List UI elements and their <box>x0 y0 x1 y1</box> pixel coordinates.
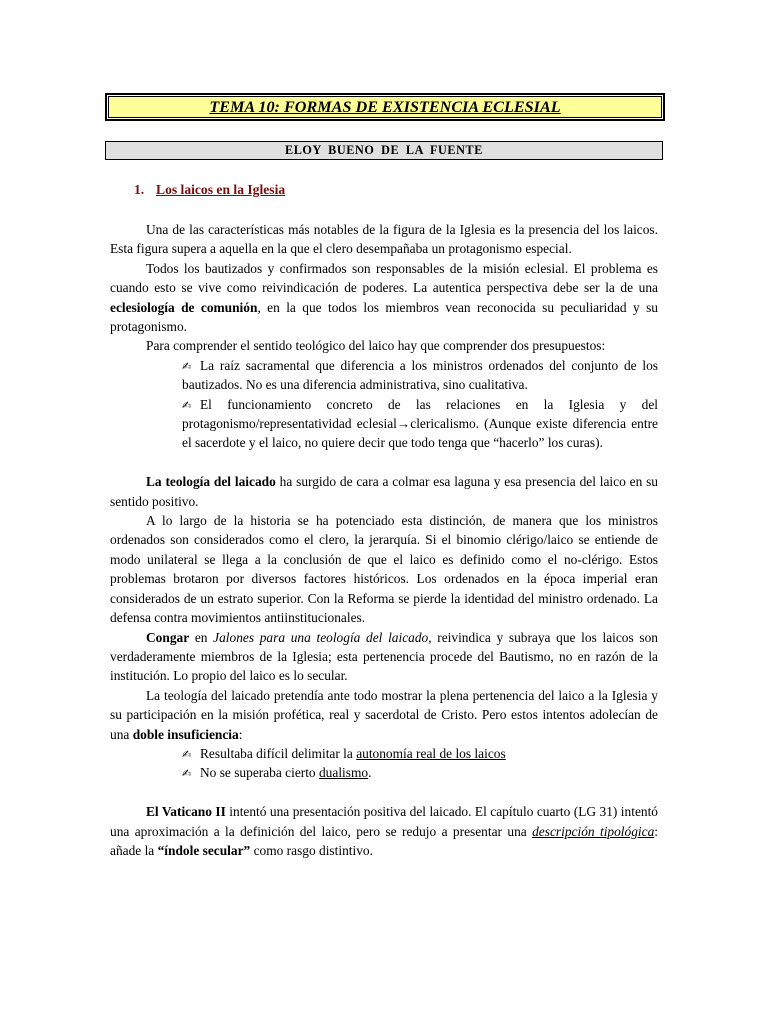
paragraph: Todos los bautizados y confirmados son responsables de la misión eclesial. El problema es cuando esto se vive como reivindicación de poderes. La autentica perspectiva debe ser la de una eclesiología de comunión, en la que todos los miembros vean reconocida su peculiaridad y su protagonismo. <box>110 260 658 335</box>
list-item: ✍ No se superaba cierto dualismo. <box>182 765 372 781</box>
pencil-check-icon: ✍ <box>182 359 192 373</box>
section-number: 1. <box>134 182 145 197</box>
list-item: ✍ Resultaba difícil delimitar la autonomía real de los laicos <box>182 745 506 761</box>
paragraph: Para comprender el sentido teológico del laico hay que comprender dos presupuestos: <box>146 338 606 354</box>
paragraph: Una de las características más notables de la figura de la Iglesia es la presencia del los laicos. Esta figura supera a aquella en la que el clero desempañaba un protagonismo especial. <box>110 222 658 257</box>
bullet-list <box>110 356 658 453</box>
paragraph: El Vaticano II intentó una presentación positiva del laicado. El capítulo cuarto (LG 31) intentó una aproximación a la definición del laico, pero se redujo a presentar una descripción tipológica: añade la “índole secular” como rasgo distintivo. <box>110 804 659 858</box>
paragraph: Congar en Jalones para una teología del laicado, reivindica y subraya que los laicos son verdaderamente miembros de la Iglesia; esta pertenencia procede del Bautismo, no en razón de la institución. Lo propio del laico es lo secular. <box>110 629 658 684</box>
list-item: ✍ El funcionamiento concreto de las relaciones en la Iglesia y del protagonismo/representatividad eclesial→clericalismo. (Aunque existe diferencia entre el sacerdote y el laico, no quiere decir que todo tenga que “hacerlo” los curas). <box>182 396 658 451</box>
pencil-check-icon: ✍ <box>182 398 192 412</box>
list-item: ✍ La raíz sacramental que diferencia a los ministros ordenados del conjunto de los bautizados. No es una diferencia administrativa, sino cualitativa. <box>182 357 658 393</box>
bullet-list <box>110 744 658 783</box>
section-title: Los laicos en la Iglesia <box>156 182 286 197</box>
document-title: TEMA 10: FORMAS DE EXISTENCIA ECLESIAL <box>105 93 665 121</box>
pencil-check-icon: ✍ <box>182 747 192 761</box>
paragraph: La teología del laicado ha surgido de cara a colmar esa laguna y esa presencia del laico en su sentido positivo. <box>110 474 658 509</box>
paragraph: La teología del laicado pretendía ante todo mostrar la plena pertenencia del laico a la Iglesia y su participación en la misión profética, real y sacerdotal de Cristo. Pero estos intentos adolecían de una doble insuficiencia: <box>110 687 658 742</box>
author-name: ELOY BUENO DE LA FUENTE <box>105 141 663 160</box>
section-heading <box>134 180 285 199</box>
paragraph: A lo largo de la historia se ha potenciado esta distinción, de manera que los ministros ordenados son considerados como el clero, la jerarquía. Si el binomio clérigo/laico se entiende de modo unilateral se llega a la conclusión de que el laico es definido como el no-clérigo. Estos problemas brotaron por diversos factores históricos. Los ordenados en la época imperial eran considerados de un estrato superior. Con la Reforma se pierde la identidad del ministro ordenado. La defensa contra movimientos antiinstitucionales. <box>110 513 658 626</box>
pencil-check-icon: ✍ <box>182 767 192 781</box>
document-body <box>110 220 658 860</box>
